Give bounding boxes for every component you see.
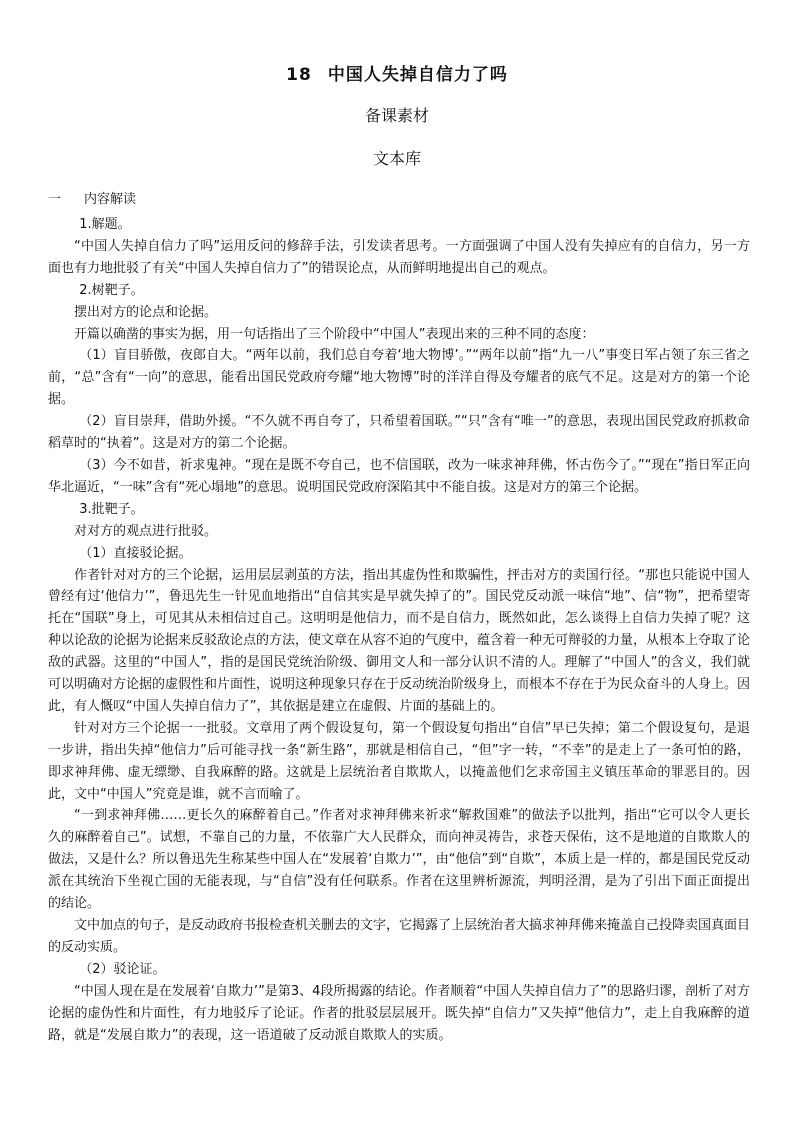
section-number: 一 xyxy=(48,192,62,207)
paragraph: “中国人失掉自信力了吗”运用反问的修辞手法，引发读者思考。一方面强调了中国人没有失掉应有的自信力，另一方面也有力地批驳了有关“中国人失掉自信力了”的错误论点，从而鲜明地提出自己的观点。 xyxy=(48,238,750,276)
paragraph: 开篇以确凿的事实为据，用一句话指出了三个阶段中“中国人”表现出来的三种不同的态度： xyxy=(74,326,595,342)
document-body xyxy=(48,214,750,1046)
paragraph: 作者针对对方的三个论据，运用层层剥茧的方法，指出其虚伪性和欺骗性，抨击对方的卖国行径。“那也只能说中国人曾经有过‘他信力’”，鲁迅先生一针见血地指出“自信其实是早就失掉了的”。国民党反动派一味信“地”、信“物”，把希望寄托在“国联”身上，可见其从未相信过自己。这明明是他信力，而不是自信力，既然如此，怎么谈得上自信力失掉了呢？这种以论敌的论据为论据来反驳敌论点的方法，使文章在从容不迫的气度中，蕴含着一种无可辩驳的力量，从根本上夺取了论敌的武器。这里的“中国人”，指的是国民党统治阶级、御用文人和一部分认识不清的人。理解了“中国人”的含义，我们就可以明确对方论据的虚假性和片面性，说明这种现象只存在于反动统治阶级身上，而根本不存在于为民众奋斗的人身上。因此，有人慨叹“中国人失掉自信力了”，其依据是建立在虚假、片面的基础上的。 xyxy=(48,567,751,714)
lesson-title: 中国人失掉自信力了吗 xyxy=(327,65,508,85)
paragraph: 文中加点的句子，是反动政府书报检查机关删去的文字，它揭露了上层统治者大搞求神拜佛来掩盖自己投降卖国真面目的反动实质。 xyxy=(48,918,751,955)
paragraph-subheading: （2）驳论证。 xyxy=(79,961,166,977)
paragraph: （3）今不如昔，祈求鬼神。“现在是既不夸自己，也不信国联，改为一味求神拜佛，怀古伤今了。”“现在”指日军正向华北逼近，“一味”含有“死心塌地”的意思。说明国民党政府深陷其中不能自拔。这是对方的第三个论据。 xyxy=(48,457,750,495)
paragraph: （2）盲目崇拜，借助外援。“不久就不再自夸了，只希望着国联。”“只”含有“唯一”的意思，表现出国民党政府抓救命稻草时的“执着”。这是对方的第二个论据。 xyxy=(48,414,750,452)
paragraph-heading: 1.解题。 xyxy=(79,217,131,232)
lesson-number: 18 xyxy=(286,65,312,85)
paragraph: （1）盲目骄傲，夜郎自大。“两年以前，我们总自夸着‘地大物博’。”“两年以前”指“九一八”事变日军占领了东三省之前，“总”含有“一向”的意思，能看出国民党政府夸耀“地大物博”时的洋洋自得及夸耀者的底气不足。这是对方的第一个论据。 xyxy=(48,348,750,408)
paragraph-heading: 2.树靶子。 xyxy=(79,282,144,298)
subtitle-materials: 备课素材 xyxy=(364,106,429,125)
page-title xyxy=(0,60,794,85)
paragraph: 针对对方三个论据一一批驳。文章用了两个假设复句，第一个假设复句指出“自信”早已失掉；第二个假设复句，是退一步讲，指出失掉“他信力”后可能寻找一条“新生路”，那就是相信自己，“但”字一转，“不幸”的是走上了一条可怕的路，即求神拜佛、虚无缥缈、自我麻醉的路。这就是上层统治者自欺欺人，以掩盖他们乞求帝国主义镇压革命的罪恶目的。因此，文中“中国人”究竟是谁，就不言而喻了。 xyxy=(48,720,750,802)
section-title: 内容解读 xyxy=(84,192,137,207)
paragraph-heading: 3.批靶子。 xyxy=(79,501,144,517)
paragraph-subheading: （1）直接驳论据。 xyxy=(79,545,192,561)
subtitle-text-library: 文本库 xyxy=(372,149,421,168)
paragraph: “中国人现在是在发展着‘自欺力’”是第3、4段所揭露的结论。作者顺着“中国人失掉自信力了”的思路归谬，剖析了对方论据的虚伪性和片面性，有力地驳斥了论证。作者的批驳层层展开。既失掉“自信力”又失掉“他信力”，走上自我麻醉的道路，就是“发展自欺力”的表现，这一语道破了反动派自欺欺人的实质。 xyxy=(48,983,750,1043)
section-heading xyxy=(48,188,136,207)
paragraph: “一到求神拜佛……更长久的麻醉着自己。”作者对求神拜佛来祈求“解救国难”的做法予以批判，指出“它可以令人更长久的麻醉着自己”。试想，不靠自己的力量，不依靠广大人民群众，而向神灵祷告，求苍天保佑，这不是地道的自欺欺人的做法，又是什么？所以鲁迅先生称某些中国人在“发展着‘自欺力’”，由“他信”到“自欺”，本质上是一样的，都是国民党反动派在其统治下坐视亡国的无能表现，与“自信”没有任何联系。作者在这里辨析源流，判明泾渭，是为了引出下面正面提出的结论。 xyxy=(48,808,750,912)
paragraph: 对对方的观点进行批驳。 xyxy=(74,523,218,539)
paragraph: 摆出对方的论点和论据。 xyxy=(74,304,218,320)
